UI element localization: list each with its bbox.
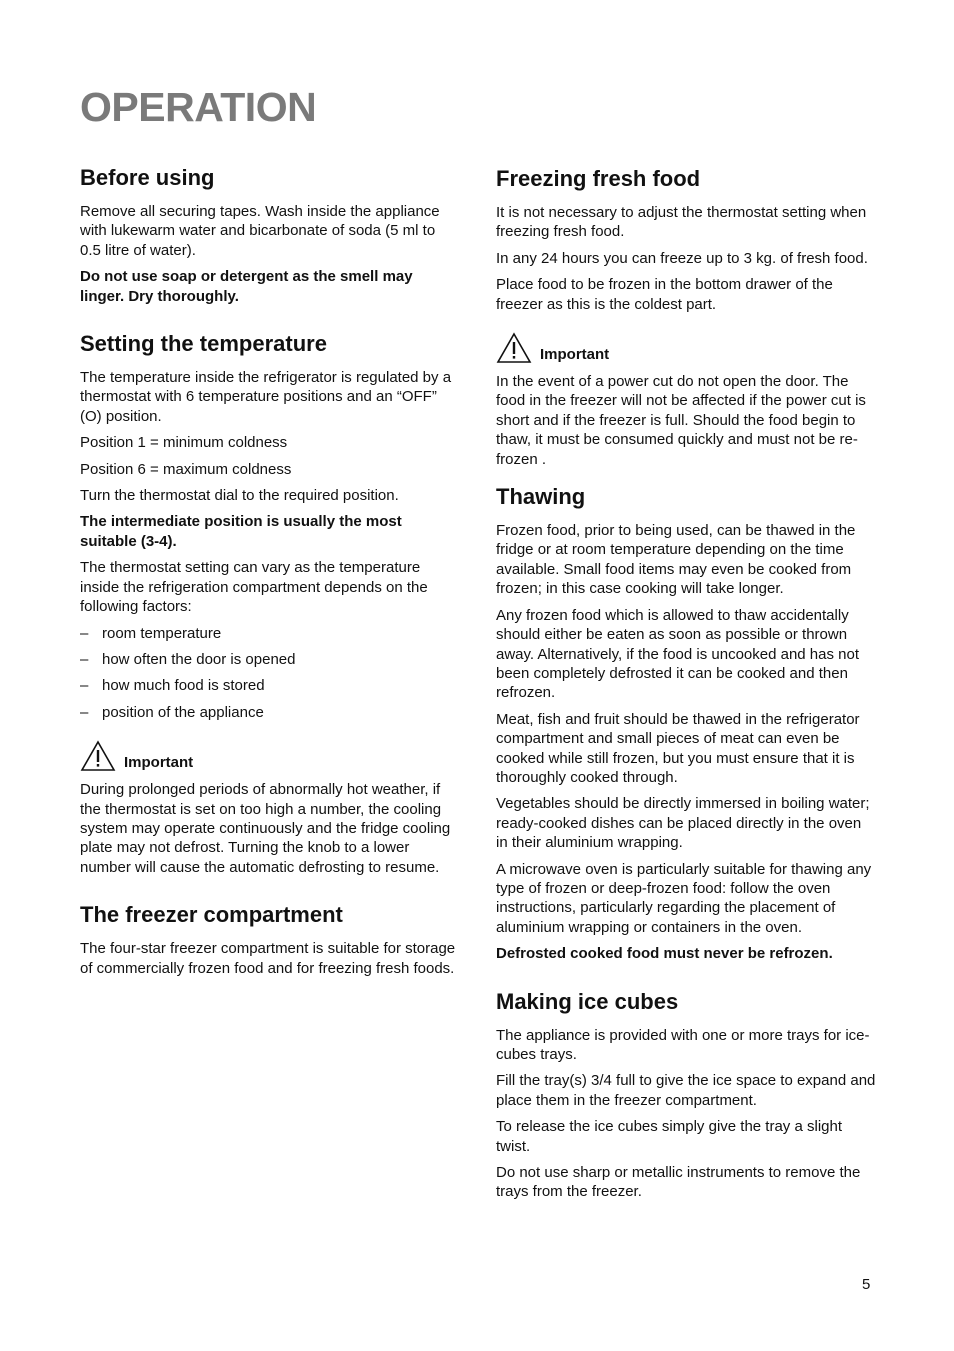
warning-triangle-icon	[496, 332, 532, 364]
paragraph: Frozen food, prior to being used, can be thawed in the fridge or at room temperature depending on the time available. Small food items may even be cooked from frozen; in this case cooking will take longer.	[496, 522, 856, 598]
page-title: OPERATION	[80, 84, 317, 130]
heading-freezer-compartment: The freezer compartment	[80, 902, 343, 928]
paragraph: Position 1 = minimum coldness	[80, 434, 288, 452]
paragraph: Vegetables should be directly immersed in boiling water; ready-cooked dishes can be placed directly in the oven in their aluminium wrapping.	[496, 795, 870, 852]
heading-ice-cubes: Making ice cubes	[496, 988, 679, 1014]
important-notice	[496, 332, 876, 364]
page-number: 5	[862, 1276, 871, 1293]
bold-paragraph: The intermediate position is usually the most suitable (3-4).	[80, 513, 402, 550]
list-item: – how often the door is opened	[80, 650, 460, 669]
important-label: Important	[540, 346, 610, 364]
section-ice-cubes	[496, 988, 876, 1202]
paragraph: The four-star freezer compartment is suitable for storage of commercially frozen food and for freezing fresh foods.	[80, 940, 456, 977]
list-item: – how much food is stored	[80, 676, 460, 695]
paragraph: Fill the tray(s) 3/4 full to give the ice space to expand and place them in the freezer compartment.	[496, 1072, 876, 1109]
heading-setting-temperature: Setting the temperature	[80, 331, 327, 357]
paragraph: Position 6 = maximum coldness	[80, 460, 292, 478]
paragraph: In any 24 hours you can freeze up to 3 kg. of fresh food.	[496, 249, 868, 267]
heading-thawing: Thawing	[496, 484, 586, 510]
list-item: – room temperature	[80, 624, 460, 643]
bold-paragraph: Defrosted cooked food must never be refrozen.	[496, 945, 833, 963]
important-text: In the event of a power cut do not open the door. The food in the freezer will not be affected if the power cut is short and if the freezer is full. Should the food begin to thaw, it must be consumed quickly and must not be re-frozen .	[496, 373, 866, 468]
section-thawing	[496, 483, 876, 964]
section-freezing	[496, 165, 876, 469]
paragraph: The thermostat setting can vary as the temperature inside the refrigeration compartment depends on the following factors:	[80, 559, 428, 616]
paragraph: Do not use sharp or metallic instruments to remove the trays from the freezer.	[496, 1164, 861, 1201]
important-text: During prolonged periods of abnormally hot weather, if the thermostat is set on too high a number, the cooling system may operate continuously and the fridge cooling plate may not defrost. Turning the knob to a lower number will cause the automatic defrosting to resume.	[80, 781, 451, 876]
paragraph: Any frozen food which is allowed to thaw accidentally should either be eaten as soon as possible or thrown away. Alternatively, if the food is uncooked and has not been completely defrosted it can be cooked and then refrozen.	[496, 606, 860, 702]
right-column	[496, 165, 876, 1226]
section-freezer-compartment	[80, 901, 460, 978]
warning-triangle-icon	[80, 740, 116, 772]
section-setting-temperature	[80, 330, 460, 877]
paragraph: To release the ice cubes simply give the tray a slight twist.	[496, 1118, 843, 1155]
heading-before-using: Before using	[80, 165, 215, 190]
important-label: Important	[124, 754, 194, 772]
factors-list	[80, 624, 460, 723]
paragraph: A microwave oven is particularly suitable for thawing any type of frozen or deep-frozen food: follow the oven instructions, particularly regarding the placement of aluminium wrapping or containers in the oven.	[496, 860, 872, 936]
important-notice	[80, 740, 460, 772]
paragraph: Remove all securing tapes. Wash inside the appliance with lukewarm water and bicarbonate of soda (5 ml to 0.5 litre of water).	[80, 203, 440, 259]
paragraph: The temperature inside the refrigerator is regulated by a thermostat with 6 temperature positions and an “OFF” (O) position.	[80, 369, 452, 425]
heading-freezing: Freezing fresh food	[496, 166, 701, 191]
paragraph: The appliance is provided with one or more trays for ice-cubes trays.	[496, 1026, 870, 1063]
paragraph: Place food to be frozen in the bottom drawer of the freezer as this is the coldest part.	[496, 276, 833, 313]
paragraph: Turn the thermostat dial to the required position.	[80, 487, 399, 505]
paragraph: It is not necessary to adjust the thermostat setting when freezing fresh food.	[496, 204, 867, 241]
warning-paragraph: Do not use soap or detergent as the smell may linger. Dry thoroughly.	[80, 268, 413, 305]
paragraph: Meat, fish and fruit should be thawed in the refrigerator compartment and small pieces of meat can even be cooked while still frozen, but you must ensure that it is thoroughly cooked through.	[496, 710, 860, 786]
section-before-using	[80, 164, 460, 306]
left-column	[80, 164, 460, 1002]
list-item: – position of the appliance	[80, 703, 460, 722]
